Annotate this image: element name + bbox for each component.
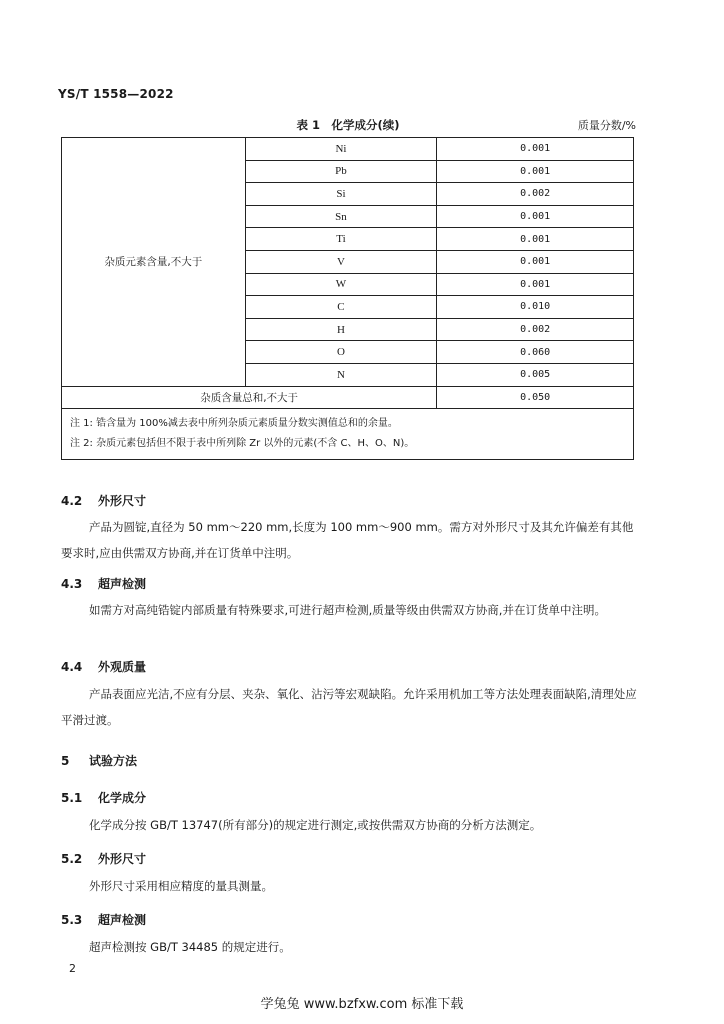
value-cell: 0.001 <box>437 205 634 228</box>
section-text-5-2: 外形尺寸采用相应精度的量具测量。 <box>89 879 273 893</box>
section-number: 4.3 <box>61 577 83 591</box>
value-cell: 0.001 <box>437 273 634 296</box>
table-notes <box>62 409 634 460</box>
value-cell: 0.002 <box>437 318 634 341</box>
element-cell: W <box>245 273 437 296</box>
table-caption <box>60 117 636 135</box>
element-cell: Pb <box>245 160 437 183</box>
section-heading-5 <box>61 752 137 769</box>
section-text-4-3: 如需方对高纯锆锭内部质量有特殊要求,可进行超声检测,质量等级由供需双方协商,并在订货单中注明。 <box>89 603 606 617</box>
value-cell: 0.001 <box>437 138 634 161</box>
value-cell: 0.010 <box>437 296 634 319</box>
total-label: 杂质含量总和,不大于 <box>62 386 437 409</box>
value-cell: 0.005 <box>437 363 634 386</box>
section-number: 5 <box>61 754 70 768</box>
table-row <box>62 138 634 161</box>
section-heading-5-1 <box>61 789 146 806</box>
chemical-composition-table <box>61 137 634 460</box>
element-cell: Sn <box>245 205 437 228</box>
section-title: 化学成分 <box>98 791 147 805</box>
element-cell: Ni <box>245 138 437 161</box>
element-cell: N <box>245 363 437 386</box>
section-heading-4-4 <box>61 658 146 675</box>
section-heading-5-2 <box>61 850 146 867</box>
section-title: 外观质量 <box>98 660 147 674</box>
section-title: 超声检测 <box>98 577 147 591</box>
notes-row <box>62 409 634 460</box>
value-cell: 0.001 <box>437 228 634 251</box>
section-text-5-3: 超声检测按 GB/T 34485 的规定进行。 <box>89 940 291 954</box>
element-cell: Si <box>245 183 437 206</box>
page-number: 2 <box>69 962 76 975</box>
table-note-1: 注 1: 锆含量为 100%减去表中所列杂质元素质量分数实测值总和的余量。 <box>70 418 398 430</box>
section-text-5-1: 化学成分按 GB/T 13747(所有部分)的规定进行测定,或按供需双方协商的分析方法测定。 <box>89 818 542 832</box>
section-number: 5.3 <box>61 913 83 927</box>
element-cell: C <box>245 296 437 319</box>
total-row <box>62 386 634 409</box>
table-title: 表 1 化学成分(续) <box>296 118 400 132</box>
element-cell: Ti <box>245 228 437 251</box>
total-value: 0.050 <box>437 386 634 409</box>
section-text-4-2: 产品为圆锭,直径为 50 mm～220 mm,长度为 100 mm～900 mm。需方对外形尺寸及其允许偏差有其他要求时,应由供需双方协商,并在订货单中注明。 <box>61 520 634 560</box>
section-heading-4-2 <box>61 492 146 509</box>
section-number: 5.1 <box>61 791 83 805</box>
value-cell: 0.001 <box>437 160 634 183</box>
section-heading-4-3 <box>61 575 146 592</box>
impurity-group-label: 杂质元素含量,不大于 <box>62 138 246 387</box>
section-text-4-4: 产品表面应光洁,不应有分层、夹杂、氧化、沾污等宏观缺陷。允许采用机加工等方法处理表面缺陷,清理处应平滑过渡。 <box>61 687 637 727</box>
table-note-2: 注 2: 杂质元素包括但不限于表中所列除 Zr 以外的元素(不含 C、H、O、N)。 <box>70 438 415 450</box>
section-title: 超声检测 <box>98 913 147 927</box>
section-number: 4.2 <box>61 494 83 508</box>
section-title: 外形尺寸 <box>98 852 147 866</box>
section-title: 试验方法 <box>89 754 138 768</box>
standard-number: YS/T 1558—2022 <box>58 87 174 101</box>
section-number: 4.4 <box>61 660 83 674</box>
element-cell: H <box>245 318 437 341</box>
section-number: 5.2 <box>61 852 83 866</box>
value-cell: 0.001 <box>437 250 634 273</box>
element-cell: O <box>245 341 437 364</box>
table-unit: 质量分数/% <box>577 119 636 132</box>
value-cell: 0.060 <box>437 341 634 364</box>
element-cell: V <box>245 250 437 273</box>
section-title: 外形尺寸 <box>98 494 147 508</box>
value-cell: 0.002 <box>437 183 634 206</box>
section-heading-5-3 <box>61 911 146 928</box>
site-footer: 学兔兔 www.bzfxw.com 标准下载 <box>260 997 464 1012</box>
